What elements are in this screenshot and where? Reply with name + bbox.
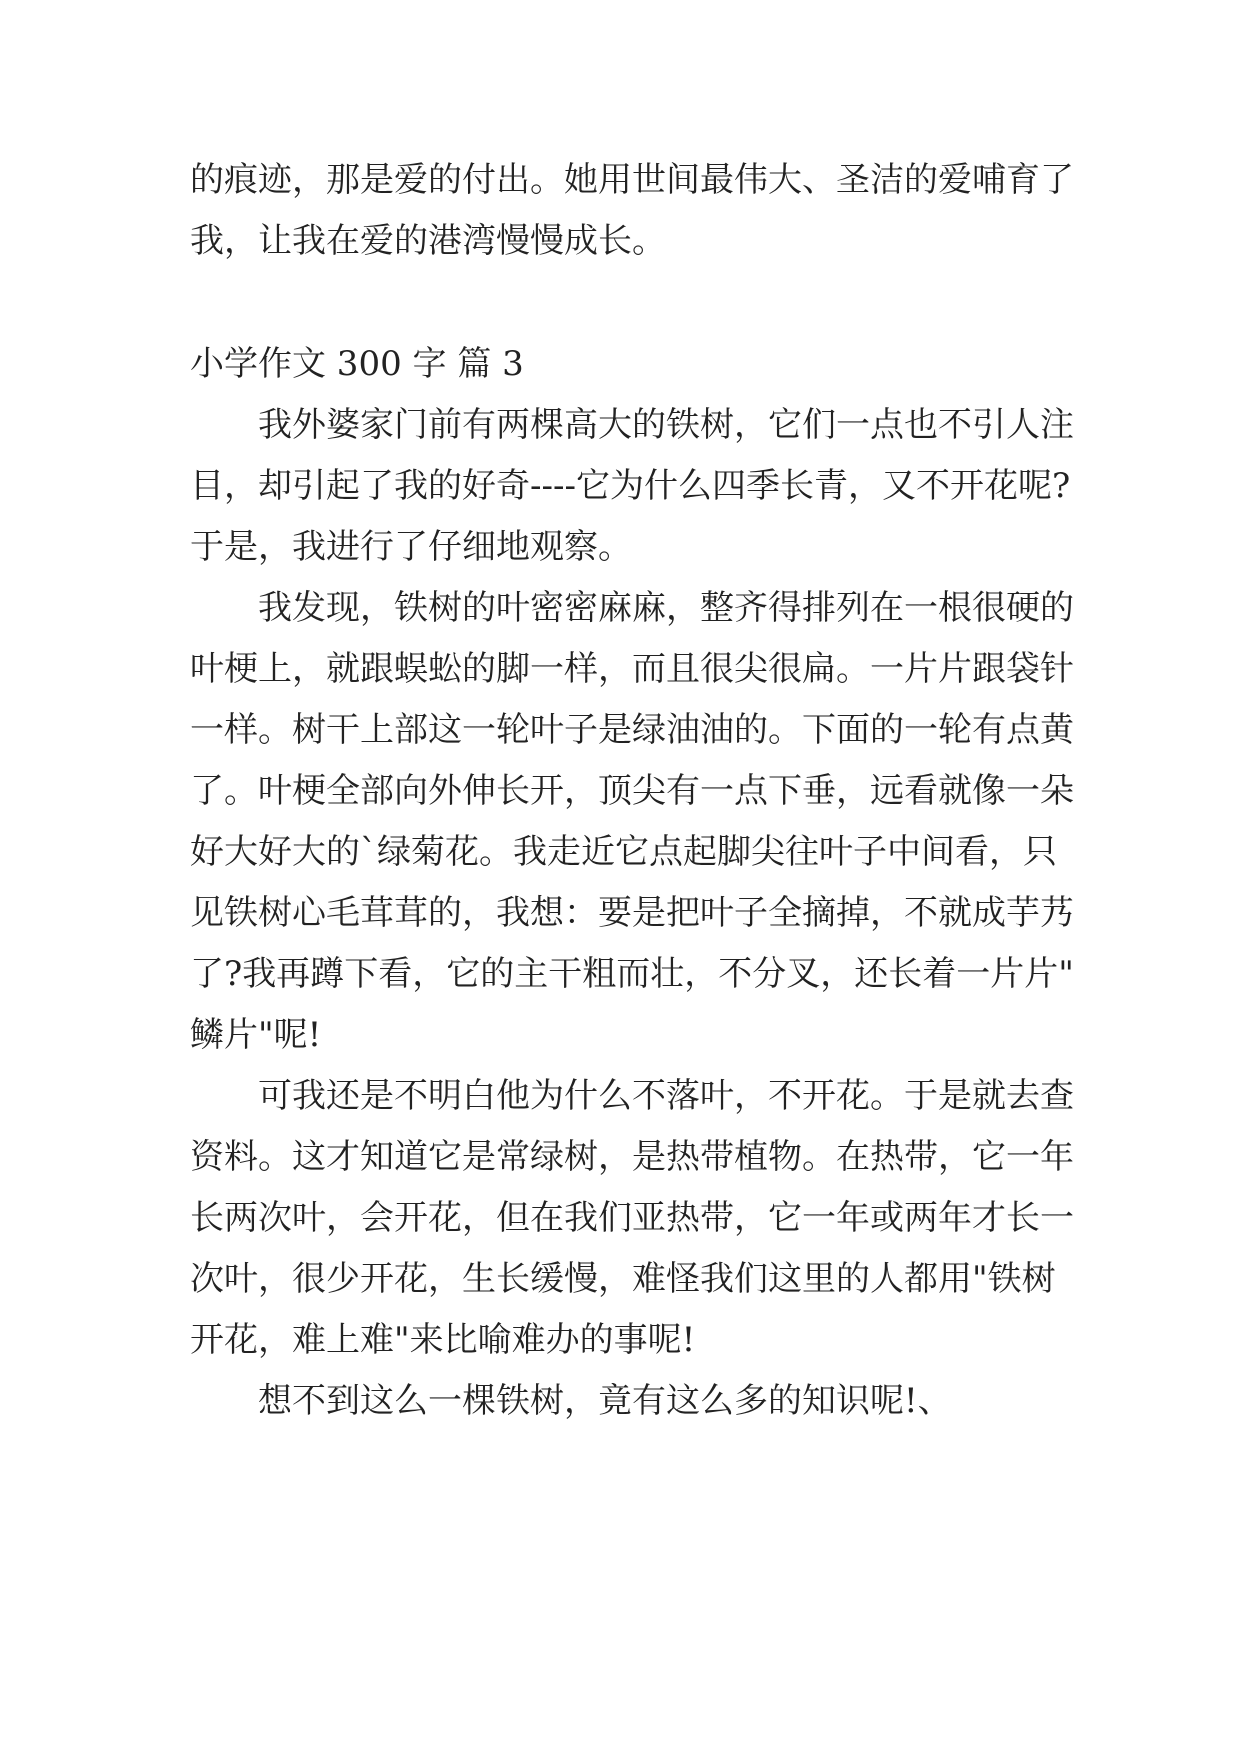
intro-line-1: 的痕迹，那是爱的付出。她用世间最伟大、圣洁的爱哺育了 <box>190 160 1074 200</box>
section-spacer <box>190 272 1052 334</box>
paragraph-3-line-1: 可我还是不明白他为什么不落叶，不开花。于是就去查 <box>258 1076 1074 1116</box>
paragraph-3-line-5: 开花，难上难"来比喻难办的事呢! <box>190 1320 696 1360</box>
paragraph-2-line-5: 好大好大的`绿菊花。我走近它点起脚尖往叶子中间看，只 <box>190 832 1057 872</box>
paragraph-2-line-2: 叶梗上，就跟蜈蚣的脚一样，而且很尖很扁。一片片跟袋针 <box>190 649 1074 689</box>
paragraph-2-line-7: 了?我再蹲下看，它的主干粗而壮，不分叉，还长着一片片" <box>190 954 1074 994</box>
paragraph-1-line-1: 我外婆家门前有两棵高大的铁树，它们一点也不引人注 <box>258 405 1074 445</box>
paragraph-3-line-3: 长两次叶，会开花，但在我们亚热带，它一年或两年才长一 <box>190 1198 1074 1238</box>
paragraph-1-line-3: 于是，我进行了仔细地观察。 <box>190 527 632 567</box>
paragraph-2-line-1: 我发现，铁树的叶密密麻麻，整齐得排列在一根很硬的 <box>258 588 1074 628</box>
paragraph-2-line-4: 了。叶梗全部向外伸长开，顶尖有一点下垂，远看就像一朵 <box>190 771 1074 811</box>
document-body <box>190 150 1074 1432</box>
paragraph-2-line-8: 鳞片"呢! <box>190 1015 322 1055</box>
paragraph-1-line-2: 目，却引起了我的好奇----它为什么四季长青，又不开花呢? <box>190 466 1071 506</box>
paragraph-4-line-1: 想不到这么一棵铁树，竟有这么多的知识呢!、 <box>258 1381 952 1421</box>
paragraph-2-line-3: 一样。树干上部这一轮叶子是绿油油的。下面的一轮有点黄 <box>190 710 1074 750</box>
paragraph-3-line-2: 资料。这才知道它是常绿树，是热带植物。在热带，它一年 <box>190 1137 1074 1177</box>
section-title: 小学作文 300 字 篇 3 <box>190 344 524 384</box>
intro-line-2: 我，让我在爱的港湾慢慢成长。 <box>190 221 666 261</box>
paragraph-3-line-4: 次叶，很少开花，生长缓慢，难怪我们这里的人都用"铁树 <box>190 1259 1056 1299</box>
paragraph-2-line-6: 见铁树心毛茸茸的，我想：要是把叶子全摘掉，不就成芋艿 <box>190 893 1074 933</box>
